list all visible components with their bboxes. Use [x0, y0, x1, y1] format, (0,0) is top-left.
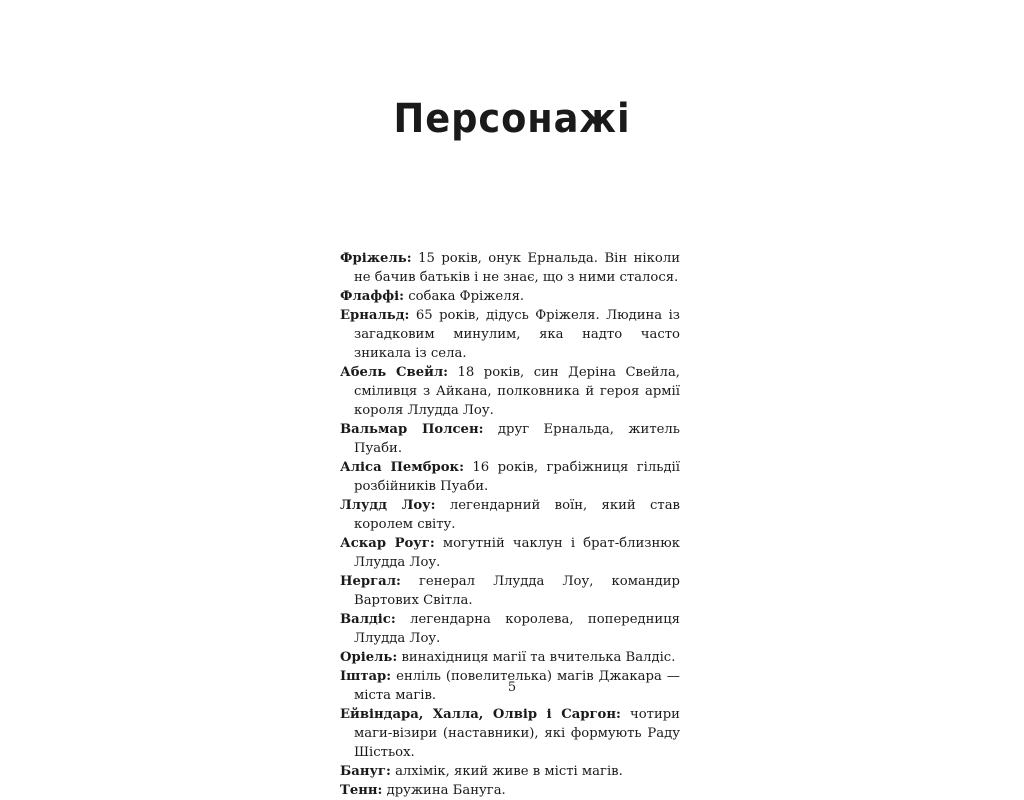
list-item: [340, 249, 680, 287]
character-description: друг Ернальда, житель Пуаби.: [354, 422, 680, 456]
character-description: дружина Бануга.: [386, 783, 506, 798]
character-name: Аліса Пемброк:: [340, 460, 464, 475]
character-name: Іштар:: [340, 669, 392, 684]
list-item: [340, 458, 680, 496]
character-description: 16 років, грабіжниця гільдії розбійників Пуаби.: [354, 460, 680, 494]
character-name: Нергал:: [340, 574, 401, 589]
character-description: могутній чаклун і брат-близнюк Ллудда Лоу.: [354, 536, 680, 570]
list-item: [340, 534, 680, 572]
list-item: [340, 705, 680, 762]
character-name: Ллудд Лоу:: [340, 498, 436, 513]
list-item: [340, 781, 680, 800]
character-name: Абель Свейл:: [340, 365, 449, 380]
character-description: 18 років, син Деріна Свейла, сміливця з Айкана, полковника й героя армії короля Ллудда Лоу.: [354, 365, 680, 418]
page-title: Персонажі: [393, 96, 631, 142]
list-item: [340, 287, 680, 306]
list-item: [340, 648, 680, 667]
character-description: легендарний воїн, який став королем світу.: [354, 498, 680, 532]
character-list: [340, 249, 680, 800]
character-description: винахідниця магії та вчителька Валдіс.: [401, 650, 676, 665]
character-name: Ейвіндара, Халла, Олвір і Саргон:: [340, 707, 621, 722]
list-item: [340, 762, 680, 781]
character-description: алхімік, який живе в місті магів.: [395, 764, 623, 779]
character-name: Ернальд:: [340, 308, 410, 323]
character-name: Аскар Роуг:: [340, 536, 435, 551]
list-item: [340, 496, 680, 534]
list-item: [340, 572, 680, 610]
page-number: 5: [507, 680, 517, 695]
character-description: собака Фріжеля.: [408, 289, 525, 304]
list-item: [340, 306, 680, 363]
character-name: Бануг:: [340, 764, 391, 779]
list-item: [340, 420, 680, 458]
character-description: енліль (повелителька) магів Джакара — міста магів.: [354, 669, 680, 703]
character-name: Вальмар Полсен:: [340, 422, 484, 437]
character-description: 65 років, дідусь Фріжеля. Людина із загадковим минулим, яка надто часто зникала із села.: [354, 308, 680, 361]
character-name: Фріжель:: [340, 251, 412, 266]
character-description: 15 років, онук Ернальда. Він ніколи не бачив батьків і не знає, що з ними сталося.: [354, 251, 680, 285]
character-description: генерал Ллудда Лоу, командир Вартових Світла.: [354, 574, 680, 608]
character-description: легендарна королева, попередниця Ллудда Лоу.: [354, 612, 680, 646]
character-name: Флаффі:: [340, 289, 405, 304]
character-name: Тенн:: [340, 783, 383, 798]
list-item: [340, 610, 680, 648]
list-item: [340, 363, 680, 420]
character-name: Валдіс:: [340, 612, 396, 627]
character-description: чотири маги-візири (наставники), які формують Раду Шістьох.: [354, 707, 680, 760]
character-name: Оріель:: [340, 650, 398, 665]
